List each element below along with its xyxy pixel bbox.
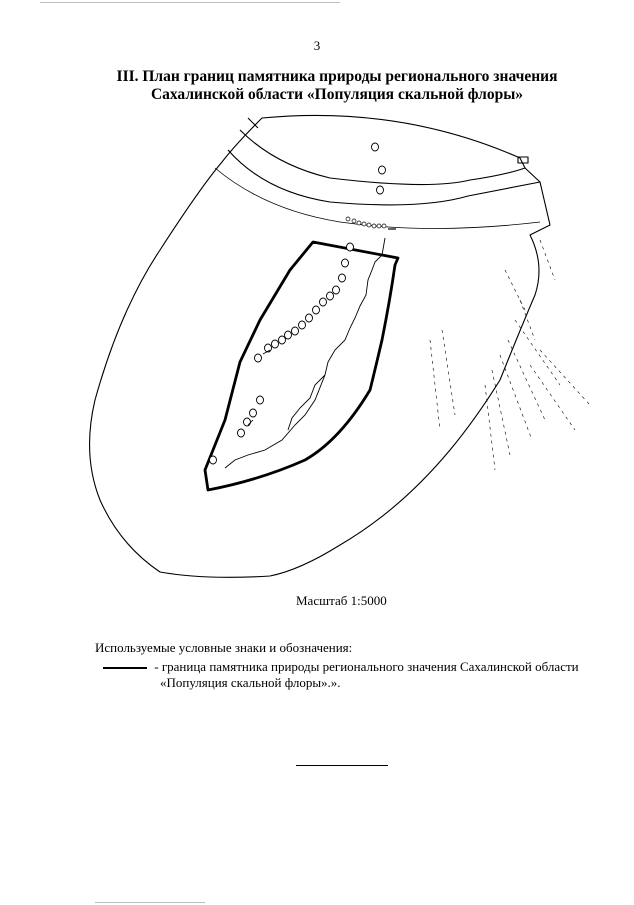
ridge-line: [225, 238, 385, 468]
road-upper-edge: [228, 150, 540, 205]
legend-boundary-line-symbol: [103, 667, 147, 669]
road-markers: [372, 143, 386, 194]
legend-boundary-desc-line-1: - граница памятника природы регионального значения Сахалинской области: [154, 659, 579, 674]
monument-markers: [210, 243, 354, 464]
legend-item-boundary: [103, 659, 603, 691]
legend-heading: Используемые условные знаки и обозначения:: [95, 640, 353, 655]
map-scale: Масштаб 1:5000: [296, 593, 387, 608]
monument-boundary: [205, 242, 398, 490]
road-lower-edge: [240, 130, 525, 185]
road-dot-chain: [346, 217, 386, 228]
outer-territory-outline: [90, 115, 550, 577]
legend-boundary-desc-line-2: «Популяция скальной флоры».».: [160, 675, 341, 690]
signature-line: [296, 765, 388, 766]
page-number: 3: [313, 38, 321, 53]
page-title-line-1: III. План границ памятника природы регионального значения: [116, 68, 558, 85]
page-title-line-2: Сахалинской области «Популяция скальной флоры»: [150, 86, 524, 103]
